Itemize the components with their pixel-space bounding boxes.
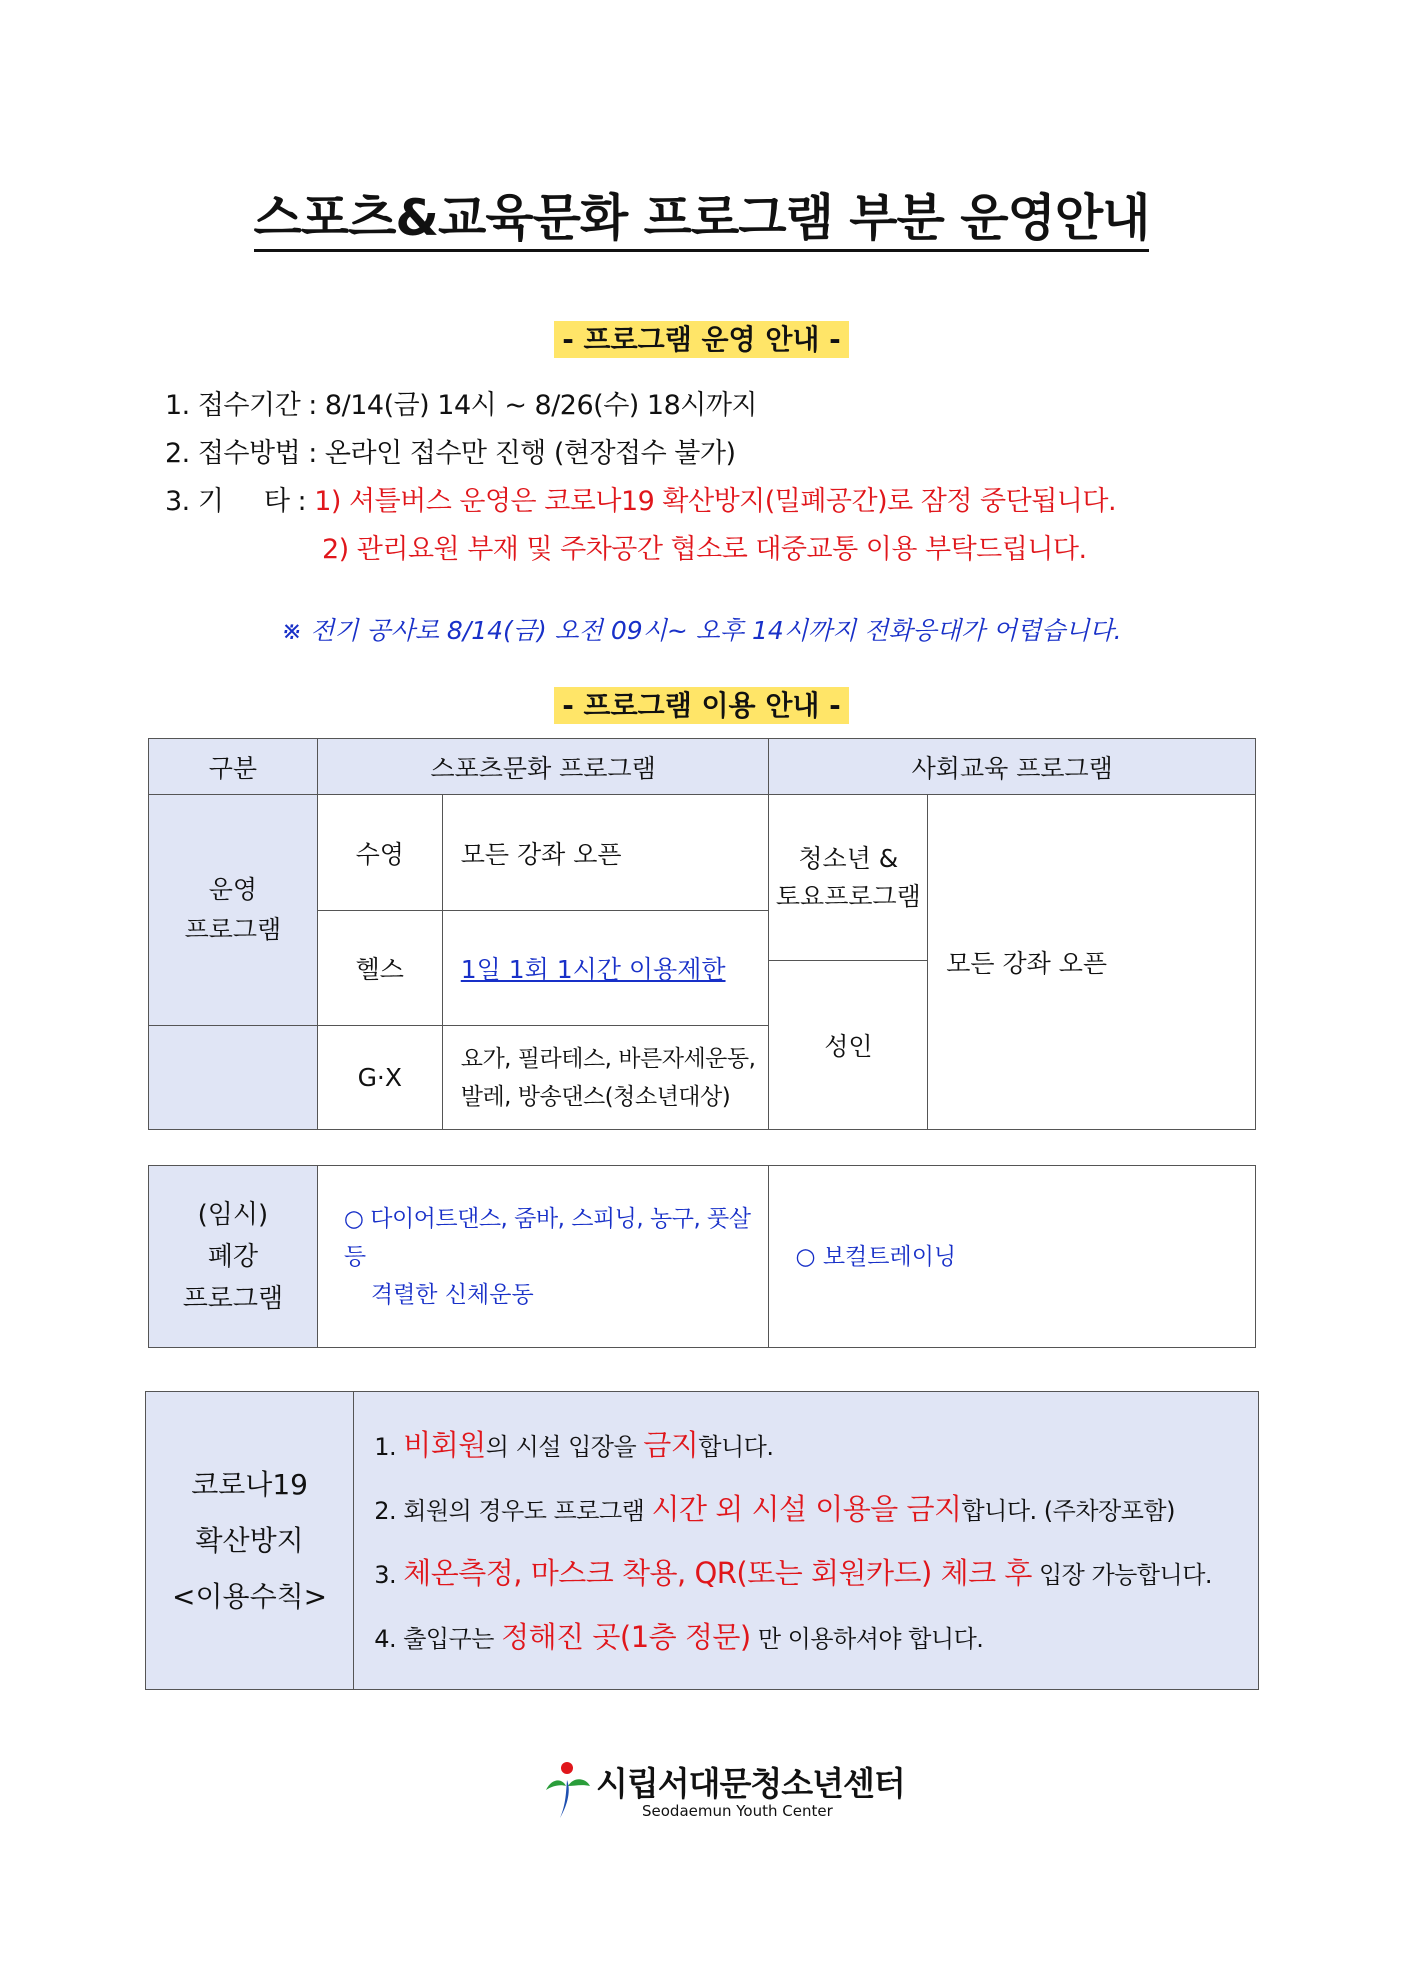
rule-item-1: 1. 비회원의 시설 입장을 금지합니다. (374, 1427, 774, 1462)
closed-sports-programs: ○ 다이어트댄스, 줌바, 스피닝, 농구, 풋살 등 격렬한 신체운동 (317, 1166, 769, 1348)
info-line-period: 1. 접수기간 : 8/14(금) 14시 ~ 8/26(수) 18시까지 (165, 390, 757, 421)
program-health-desc (442, 911, 769, 1026)
program-table (148, 738, 1256, 1130)
notice-phone: ※ 전기 공사로 8/14(금) 오전 09시~ 오후 14시까지 전화응대가 어렵습니다. (281, 616, 1122, 645)
row-label-continued (149, 1026, 318, 1130)
section-heading-usage: - 프로그램 이용 안내 - (0, 684, 1403, 724)
rule-item-3: 3. 체온측정, 마스크 착용, QR(또는 회원카드) 체크 후 입장 가능합니다. (374, 1555, 1213, 1590)
program-swim: 수영 (317, 795, 442, 911)
health-limit-link[interactable]: 1일 1회 1시간 이용제한 (460, 955, 726, 984)
program-gx: G·X (317, 1026, 442, 1130)
covid-rules-table (145, 1391, 1259, 1690)
closed-program-table (148, 1165, 1256, 1348)
covid-rules-label: 코로나19 확산방지 <이용수칙> (146, 1392, 354, 1690)
program-social-desc: 모든 강좌 오픈 (928, 795, 1256, 1130)
section-heading-operation: - 프로그램 운영 안내 - (0, 318, 1403, 358)
table-header-category: 구분 (149, 739, 318, 795)
program-gx-desc: 요가, 필라테스, 바른자세운동, 발레, 방송댄스(청소년대상) (442, 1026, 769, 1130)
page-title (0, 178, 1403, 250)
program-swim-desc: 모든 강좌 오픈 (442, 795, 769, 911)
info-line-transport: 2) 관리요원 부재 및 주차공간 협소로 대중교통 이용 부탁드립니다. (322, 534, 1087, 565)
info-line-etc (165, 479, 1116, 518)
info-line-etc-label: 3. 기 타 : (165, 486, 315, 517)
info-line-shuttle: 1) 셔틀버스 운영은 코로나19 확산방지(밀폐공간)로 잠정 중단됩니다. (314, 486, 1117, 517)
program-youth: 청소년 & 토요프로그램 (769, 795, 928, 961)
rule-item-2: 2. 회원의 경우도 프로그램 시간 외 시설 이용을 금지합니다. (주차장포함) (374, 1491, 1175, 1526)
rule-item-4: 4. 출입구는 정해진 곳(1층 정문) 만 이용하셔야 합니다. (374, 1619, 984, 1654)
program-adult: 성인 (769, 961, 928, 1130)
row-label-operation: 운영 프로그램 (149, 795, 318, 1026)
covid-rules-list (354, 1392, 1259, 1690)
page-title-text: 스포츠&교육문화 프로그램 부분 운영안내 (254, 189, 1150, 252)
center-logo-icon (538, 1760, 598, 1822)
info-line-method: 2. 접수방법 : 온라인 접수만 진행 (현장접수 불가) (165, 438, 736, 469)
closed-social-programs: ○ 보컬트레이닝 (769, 1166, 1256, 1348)
table-header-social: 사회교육 프로그램 (769, 739, 1256, 795)
program-health: 헬스 (317, 911, 442, 1026)
center-logo-name: 시립서대문청소년센터 (596, 1764, 905, 1803)
center-logo-sub: Seodaemun Youth Center (642, 1802, 833, 1820)
closed-program-label: (임시) 폐강 프로그램 (149, 1166, 318, 1348)
table-header-sports: 스포츠문화 프로그램 (317, 739, 769, 795)
